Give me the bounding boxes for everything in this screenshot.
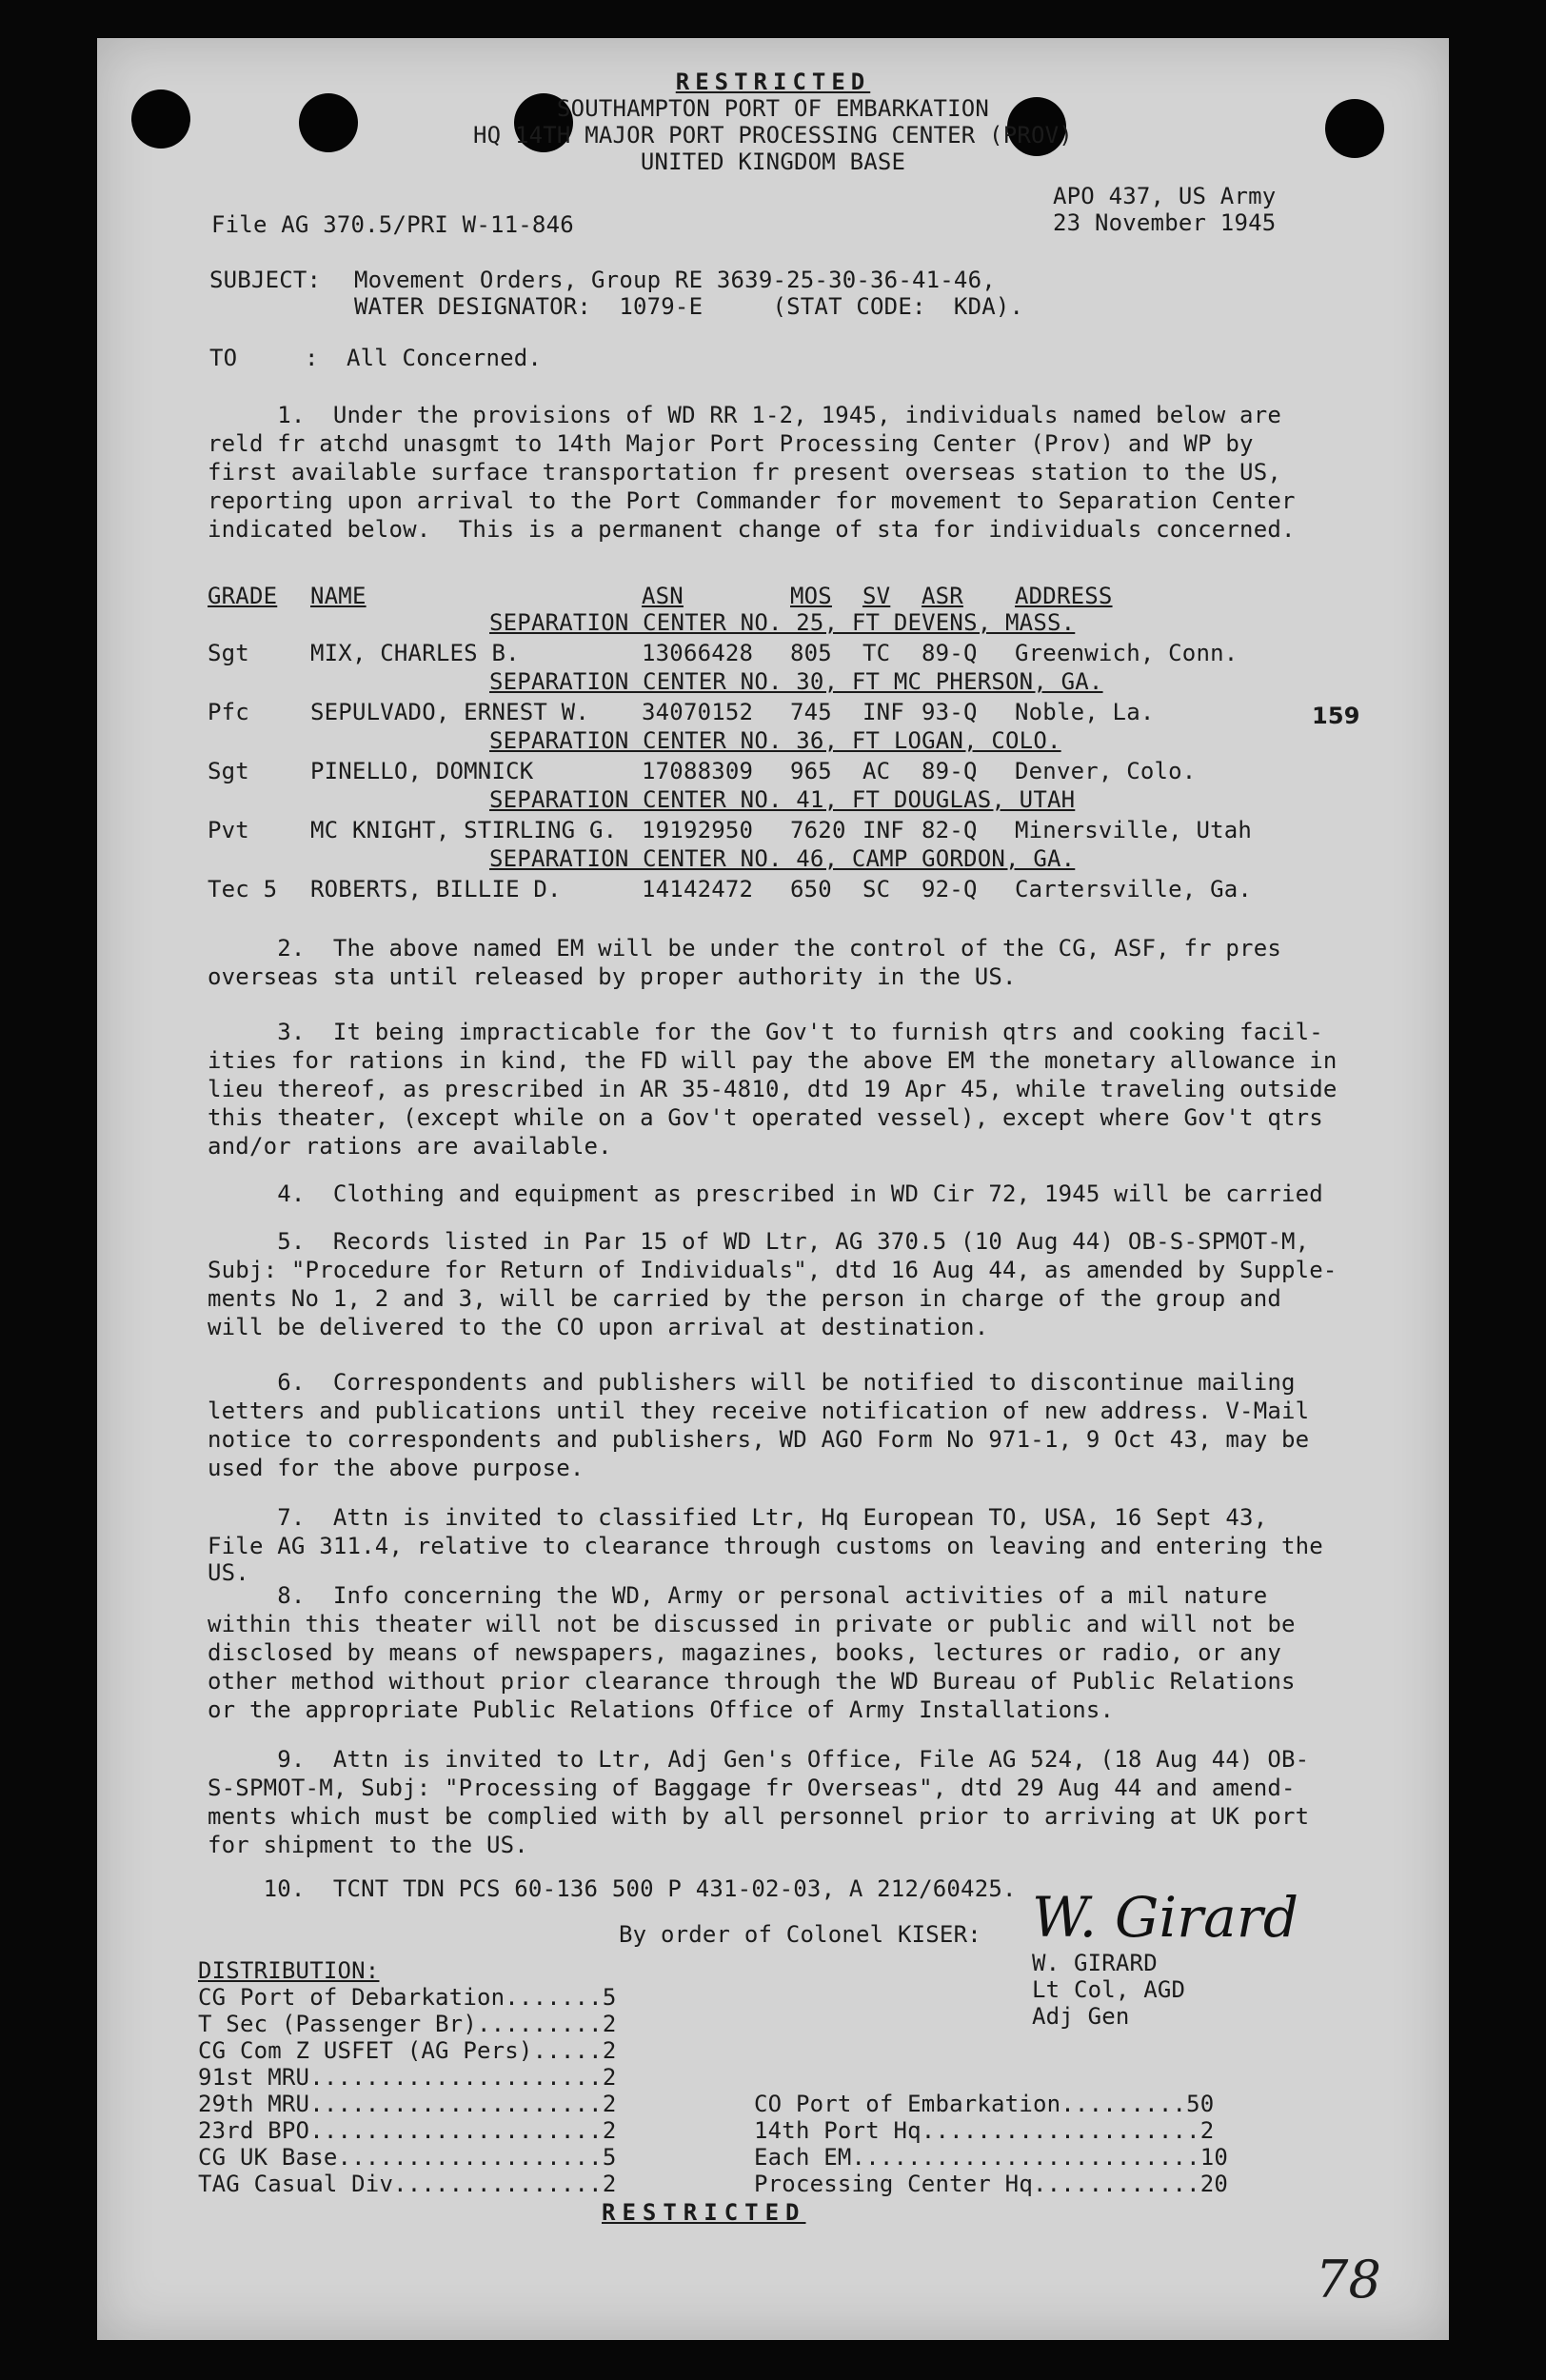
to-label: TO — [209, 345, 238, 371]
para-line: 2. The above named EM will be under the control of the CG, ASF, fr pres — [208, 935, 1281, 962]
asr: 82-Q — [922, 817, 978, 843]
order-date: 23 November 1945 — [1053, 209, 1277, 236]
list-item: 29th MRU.....................2 — [198, 2091, 617, 2117]
grade: Sgt — [208, 758, 249, 784]
margin-number: 159 — [1312, 703, 1360, 729]
address: Minersville, Utah — [1015, 817, 1253, 843]
service: AC — [862, 758, 891, 784]
handwritten-signature: W. Girard — [1032, 1885, 1299, 1950]
para-line: 7. Attn is invited to classified Ltr, Hq European TO, USA, 16 Sept 43, — [208, 1504, 1268, 1531]
asn: 14142472 — [642, 876, 754, 902]
classification-bottom: RESTRICTED — [602, 2199, 806, 2226]
col-header-mos: MOS — [790, 583, 832, 609]
grade: Sgt — [208, 640, 249, 666]
list-item: CG UK Base...................5 — [198, 2144, 617, 2171]
col-header-grade: GRADE — [208, 583, 278, 609]
service: TC — [862, 640, 891, 666]
para-line: 4. Clothing and equipment as prescribed in WD Cir 72, 1945 will be carried — [208, 1180, 1323, 1207]
para-line: this theater, (except while on a Gov't operated vessel), except where Gov't qtrs — [208, 1104, 1323, 1131]
signer-title: Adj Gen — [1032, 2003, 1130, 2030]
asr: 89-Q — [922, 758, 978, 784]
para-line: will be delivered to the CO upon arrival at destination. — [208, 1314, 989, 1340]
para-line: 6. Correspondents and publishers will be notified to discontinue mailing — [208, 1369, 1296, 1396]
separation-center: SEPARATION CENTER NO. 41, FT DOUGLAS, UTAH — [489, 786, 1076, 813]
mos: 650 — [790, 876, 832, 902]
para-line: 3. It being impracticable for the Gov't to furnish qtrs and cooking facil- — [208, 1019, 1323, 1045]
col-header-name: NAME — [310, 583, 367, 609]
asn: 19192950 — [642, 817, 754, 843]
para-line: 1. Under the provisions of WD RR 1-2, 1945, individuals named below are — [208, 402, 1281, 428]
mos: 7620 — [790, 817, 846, 843]
service: SC — [862, 876, 891, 902]
header-line-1: SOUTHAMPTON PORT OF EMBARKATION — [556, 95, 990, 122]
list-item: TAG Casual Div...............2 — [198, 2171, 617, 2197]
para-line: 10. TCNT TDN PCS 60-136 500 P 431-02-03, A 212/60425. — [208, 1875, 1017, 1902]
soldier-name: MIX, CHARLES B. — [310, 640, 520, 666]
address: Greenwich, Conn. — [1015, 640, 1239, 666]
grade: Pfc — [208, 699, 249, 725]
soldier-name: MC KNIGHT, STIRLING G. — [310, 817, 618, 843]
handwritten-page-number: 78 — [1316, 2250, 1382, 2310]
document-page — [97, 38, 1449, 2340]
separation-center: SEPARATION CENTER NO. 25, FT DEVENS, MASS. — [489, 609, 1076, 636]
para-line: S-SPMOT-M, Subj: "Processing of Baggage fr Overseas", dtd 29 Aug 44 and amend- — [208, 1775, 1296, 1801]
para-line: first available surface transportation fr present overseas station to the US, — [208, 459, 1281, 486]
para-line: for shipment to the US. — [208, 1832, 528, 1858]
grade: Tec 5 — [208, 876, 278, 902]
col-header-sv: SV — [862, 583, 891, 609]
para-line: reld fr atchd unasgmt to 14th Major Port Processing Center (Prov) and WP by — [208, 430, 1254, 457]
address: Cartersville, Ga. — [1015, 876, 1253, 902]
list-item: Each EM.........................10 — [754, 2144, 1229, 2171]
mos: 805 — [790, 640, 832, 666]
to-value: : All Concerned. — [305, 345, 543, 371]
header-line-3: UNITED KINGDOM BASE — [640, 149, 906, 175]
separation-center: SEPARATION CENTER NO. 36, FT LOGAN, COLO. — [489, 727, 1061, 754]
classification-top: RESTRICTED — [675, 69, 871, 95]
soldier-name: ROBERTS, BILLIE D. — [310, 876, 562, 902]
list-item: CG Port of Debarkation.......5 — [198, 1984, 617, 2011]
para-line: US. — [208, 1559, 249, 1586]
col-header-address: ADDRESS — [1015, 583, 1113, 609]
list-item: 14th Port Hq....................2 — [754, 2117, 1215, 2144]
soldier-name: PINELLO, DOMNICK — [310, 758, 534, 784]
para-line: used for the above purpose. — [208, 1455, 585, 1481]
para-line: notice to correspondents and publishers, WD AGO Form No 971-1, 9 Oct 43, may be — [208, 1426, 1310, 1453]
para-line: lieu thereof, as prescribed in AR 35-4810, dtd 19 Apr 45, while traveling outside — [208, 1076, 1338, 1102]
service: INF — [862, 817, 904, 843]
para-line: 5. Records listed in Par 15 of WD Ltr, AG 370.5 (10 Aug 44) OB-S-SPMOT-M, — [208, 1228, 1310, 1255]
col-header-asr: ASR — [922, 583, 963, 609]
signer-name: W. GIRARD — [1032, 1950, 1158, 1976]
asn: 34070152 — [642, 699, 754, 725]
para-line: reporting upon arrival to the Port Commander for movement to Separation Center — [208, 487, 1296, 514]
para-line: or the appropriate Public Relations Office of Army Installations. — [208, 1696, 1115, 1723]
subject-label: SUBJECT: — [209, 267, 322, 293]
mos: 965 — [790, 758, 832, 784]
para-line: letters and publications until they receive notification of new address. V-Mail — [208, 1398, 1310, 1424]
separation-center: SEPARATION CENTER NO. 30, FT MC PHERSON, GA. — [489, 668, 1103, 695]
para-line: disclosed by means of newspapers, magazines, books, lectures or radio, or any — [208, 1639, 1281, 1666]
para-line: ments which must be complied with by all personnel prior to arriving at UK port — [208, 1803, 1310, 1830]
list-item: CO Port of Embarkation.........50 — [754, 2091, 1215, 2117]
para-line: 8. Info concerning the WD, Army or personal activities of a mil nature — [208, 1582, 1268, 1609]
para-line: ments No 1, 2 and 3, will be carried by the person in charge of the group and — [208, 1285, 1281, 1312]
para-line: ities for rations in kind, the FD will pay the above EM the monetary allowance in — [208, 1047, 1338, 1074]
para-line: overseas sta until released by proper authority in the US. — [208, 963, 1017, 990]
address: Noble, La. — [1015, 699, 1155, 725]
para-line: other method without prior clearance through the WD Bureau of Public Relations — [208, 1668, 1296, 1695]
list-item: T Sec (Passenger Br).........2 — [198, 2011, 617, 2037]
asn: 13066428 — [642, 640, 754, 666]
list-item: Processing Center Hq............20 — [754, 2171, 1229, 2197]
asn: 17088309 — [642, 758, 754, 784]
subject-line-1: Movement Orders, Group RE 3639-25-30-36-41-46, — [354, 267, 996, 293]
asr: 92-Q — [922, 876, 978, 902]
col-header-asn: ASN — [642, 583, 684, 609]
list-item: CG Com Z USFET (AG Pers).....2 — [198, 2037, 617, 2064]
header-line-2: HQ 14TH MAJOR PORT PROCESSING CENTER (PROV) — [473, 122, 1073, 149]
address: Denver, Colo. — [1015, 758, 1197, 784]
file-number: File AG 370.5/PRI W-11-846 — [211, 211, 574, 238]
para-line: File AG 311.4, relative to clearance through customs on leaving and entering the — [208, 1533, 1323, 1559]
para-line: indicated below. This is a permanent change of sta for individuals concerned. — [208, 516, 1296, 543]
soldier-name: SEPULVADO, ERNEST W. — [310, 699, 589, 725]
separation-center: SEPARATION CENTER NO. 46, CAMP GORDON, GA. — [489, 845, 1076, 872]
service: INF — [862, 699, 904, 725]
para-line: 9. Attn is invited to Ltr, Adj Gen's Office, File AG 524, (18 Aug 44) OB- — [208, 1746, 1310, 1773]
by-order-line: By order of Colonel KISER: — [619, 1921, 981, 1948]
signer-rank: Lt Col, AGD — [1032, 1976, 1186, 2003]
grade: Pvt — [208, 817, 249, 843]
asr: 89-Q — [922, 640, 978, 666]
para-line: within this theater will not be discussed in private or public and will not be — [208, 1611, 1296, 1637]
list-item: 23rd BPO.....................2 — [198, 2117, 617, 2144]
asr: 93-Q — [922, 699, 978, 725]
mos: 745 — [790, 699, 832, 725]
distribution-title: DISTRIBUTION: — [198, 1957, 380, 1984]
para-line: Subj: "Procedure for Return of Individuals", dtd 16 Aug 44, as amended by Supple- — [208, 1257, 1338, 1283]
list-item: 91st MRU.....................2 — [198, 2064, 617, 2091]
subject-line-2: WATER DESIGNATOR: 1079-E (STAT CODE: KDA). — [354, 293, 1024, 320]
para-line: and/or rations are available. — [208, 1133, 612, 1160]
apo: APO 437, US Army — [1053, 183, 1277, 209]
